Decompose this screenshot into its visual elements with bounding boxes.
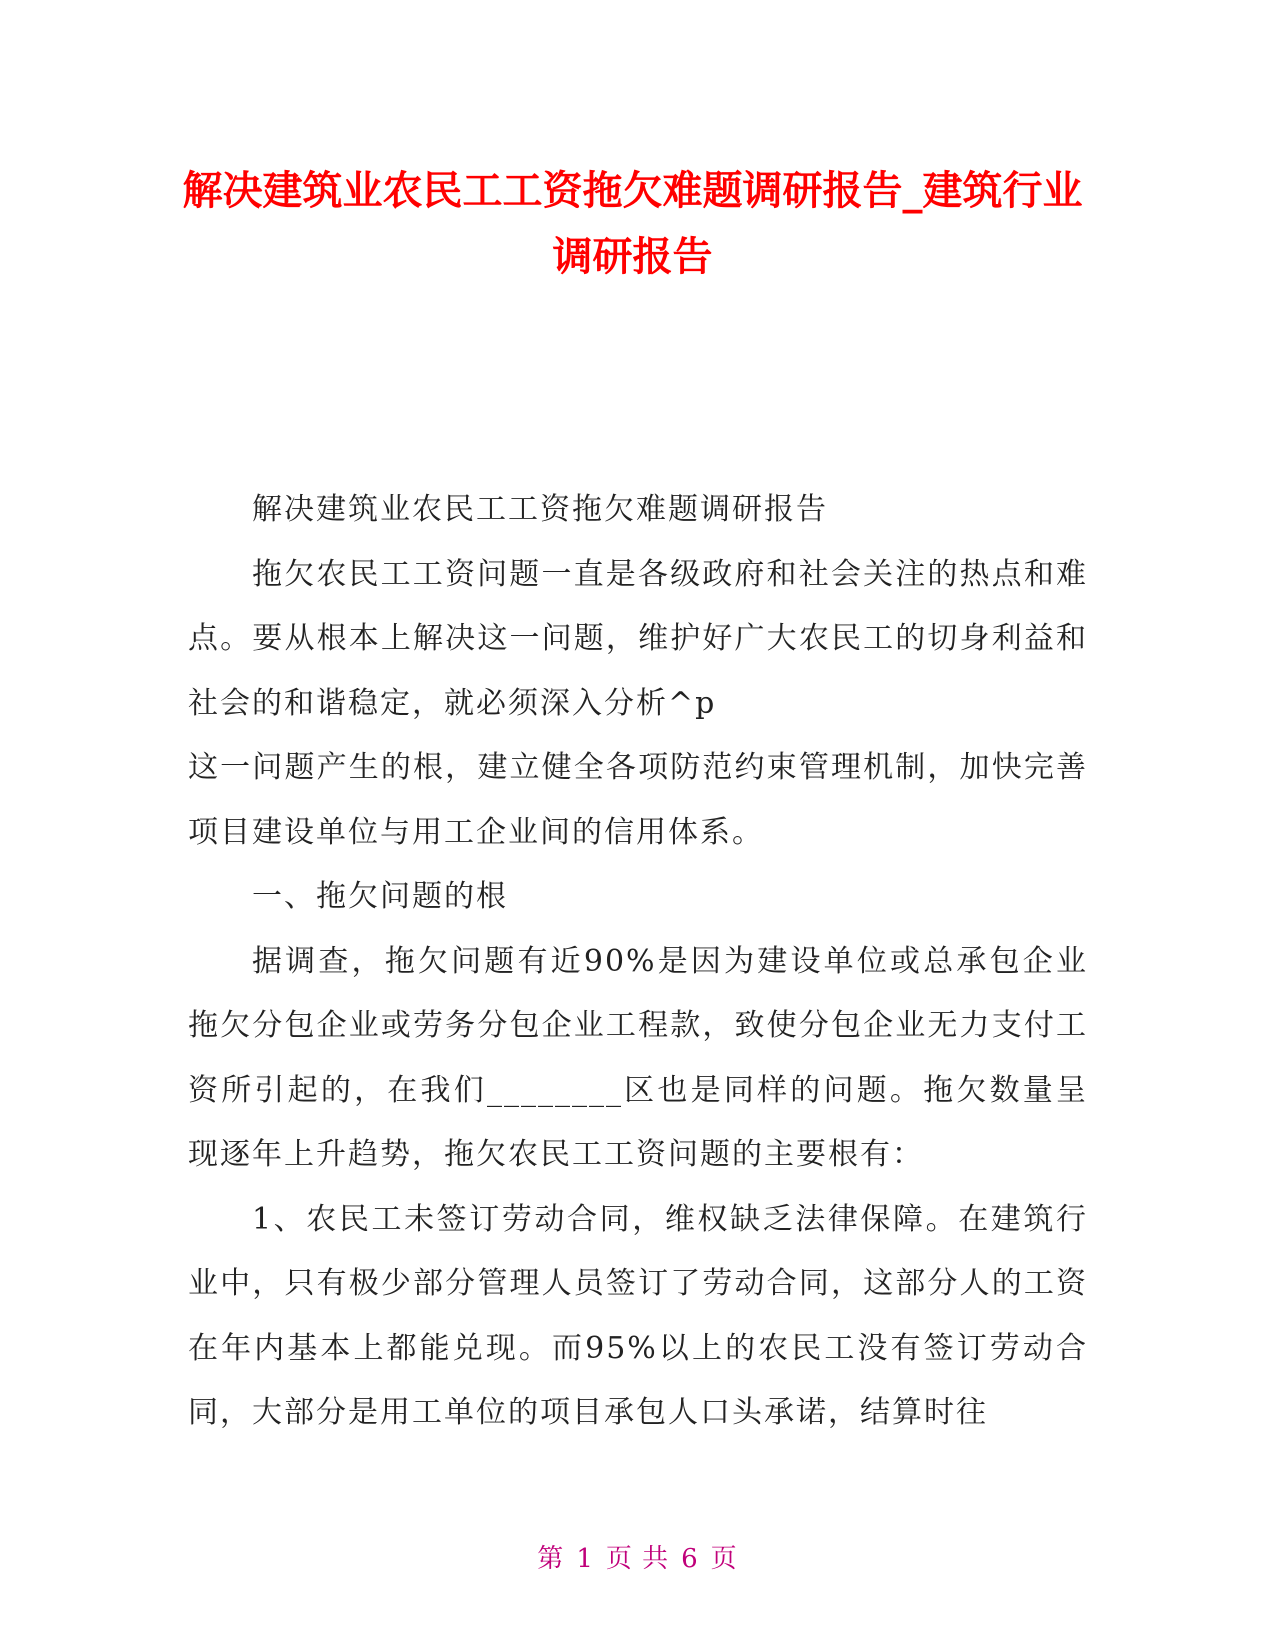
- footer-label-of: 页 共: [605, 1544, 670, 1574]
- footer-current-page: 1: [576, 1544, 594, 1574]
- paragraph-intro-continued: 这一问题产生的根，建立健全各项防范约束管理机制，加快完善项目建设单位与用工企业间的信用体系。: [188, 750, 1088, 850]
- paragraph-heading: 解决建筑业农民工工资拖欠难题调研报告: [252, 492, 828, 527]
- page-footer: [0, 1538, 1275, 1575]
- footer-label-end: 页: [710, 1544, 738, 1574]
- paragraph-reason-1: 1、农民工未签订劳动合同，维权缺乏法律保障。在建筑行业中，只有极少部分管理人员签订了劳动合同，这部分人的工资在年内基本上都能兑现。而95%以上的农民工没有签订劳动合同，大部分是用工单位的项目承包人口头承诺，结算时往: [188, 1201, 1088, 1430]
- paragraph-intro: 拖欠农民工工资问题一直是各级政府和社会关注的热点和难点。要从根本上解决这一问题，维护好广大农民工的切身利益和社会的和谐稳定，就必须深入分析^p: [188, 556, 1088, 721]
- section-heading: 一、拖欠问题的根: [252, 879, 508, 914]
- footer-total-pages: 6: [681, 1544, 699, 1574]
- footer-label-page: 第: [537, 1544, 565, 1574]
- document-body: [188, 478, 1088, 1446]
- paragraph-survey: 据调查，拖欠问题有近90%是因为建设单位或总承包企业拖欠分包企业或劳务分包企业工程款，致使分包企业无力支付工资所引起的，在我们________区也是同样的问题。拖欠数量呈现逐年上升趋势，拖欠农民工工资问题的主要根有：: [188, 943, 1088, 1172]
- document-title: 解决建筑业农民工工资拖欠难题调研报告_建筑行业调研报告: [182, 168, 1083, 280]
